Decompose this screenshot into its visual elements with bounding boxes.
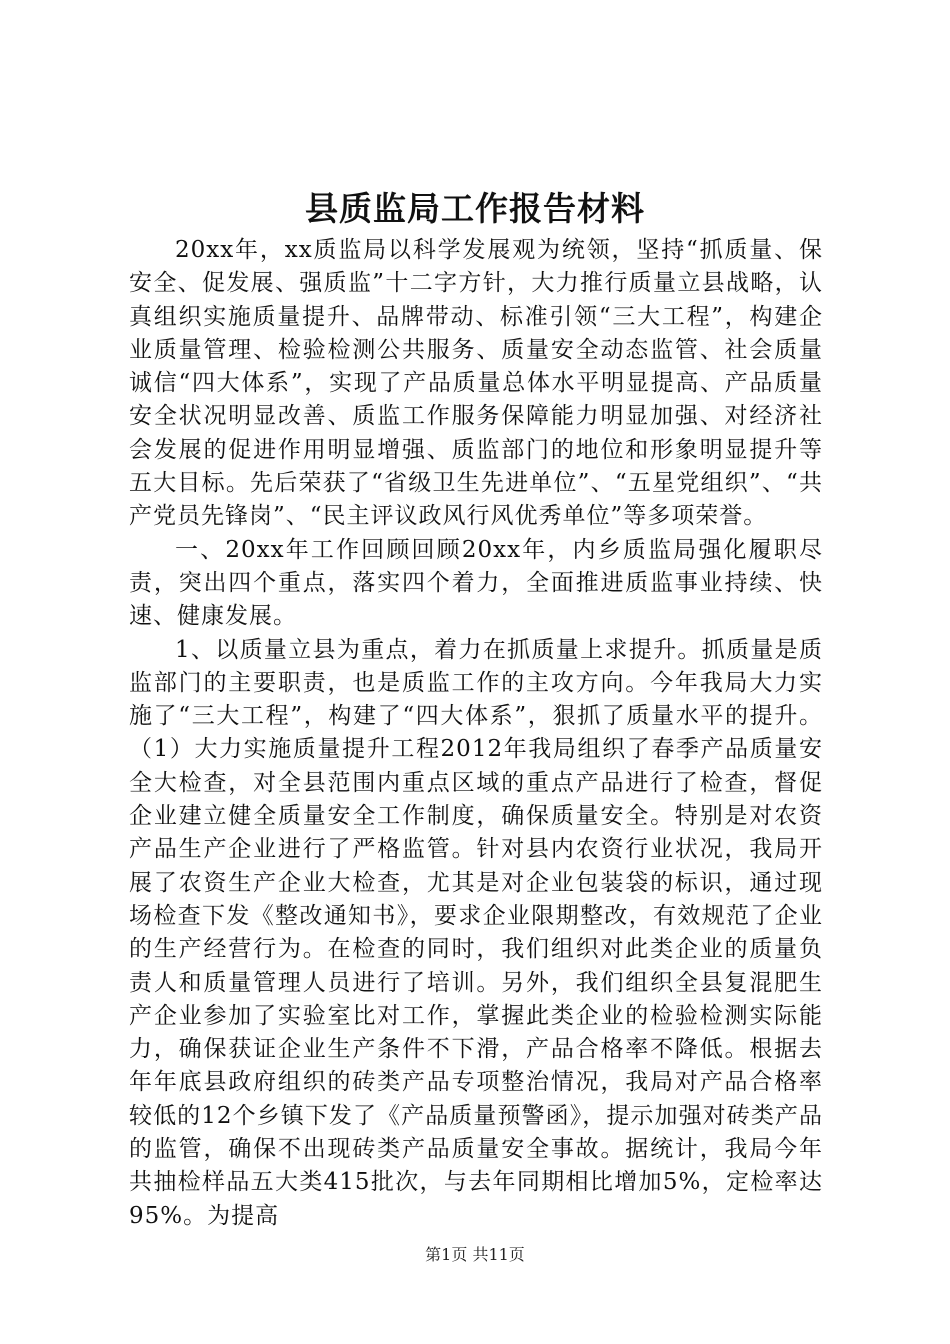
paragraph-review: 一、20xx年工作回顾回顾20xx年，内乡质监局强化履职尽责，突出四个重点，落实四个着力，全面推进质监事业持续、快速、健康发展。 bbox=[129, 536, 823, 630]
document-body bbox=[129, 234, 823, 1233]
paragraph-quality: 1、以质量立县为重点，着力在抓质量上求提升。抓质量是质监部门的主要职责，也是质监工作的主攻方向。今年我局大力实施了“三大工程”，构建了“四大体系”，狠抓了质量水平的提升。（1）大力实施质量提升工程2012年我局组织了春季产品质量安全大检查，对全县范围内重点区域的重点产品进行了检查，督促企业建立健全质量安全工作制度，确保质量安全。特别是对农资产品生产企业进行了严格监管。针对县内农资行业状况，我局开展了农资生产企业大检查，尤其是对企业包装袋的标识，通过现场检查下发《整改通知书》，要求企业限期整改，有效规范了企业的生产经营行为。在检查的同时，我们组织对此类企业的质量负责人和质量管理人员进行了培训。另外，我们组织全县复混肥生产企业参加了实验室比对工作，掌握此类企业的检验检测实际能力，确保获证企业生产条件不下滑，产品合格率不降低。根据去年年底县政府组织的砖类产品专项整治情况，我局对产品合格率较低的12个乡镇下发了《产品质量预警函》，提示加强对砖类产品的监管，确保不出现砖类产品质量安全事故。据统计，我局今年共抽检样品五大类415批次，与去年同期相比增加5%，定检率达95%。为提高 bbox=[129, 636, 823, 1229]
page-number-footer: 第1页 共11页 bbox=[425, 1245, 525, 1264]
document-title: 县质监局工作报告材料 bbox=[305, 189, 645, 228]
paragraph-intro: 20xx年，xx质监局以科学发展观为统领，坚持“抓质量、保安全、促发展、强质监”十二字方针，大力推行质量立县战略，认真组织实施质量提升、品牌带动、标准引领“三大工程”，构建企业质量管理、检验检测公共服务、质量安全动态监管、社会质量诚信“四大体系”，实现了产品质量总体水平明显提高、产品质量安全状况明显改善、质监工作服务保障能力明显加强、对经济社会发展的促进作用明显增强、质监部门的地位和形象明显提升等五大目标。先后荣获了“省级卫生先进单位”、“五星党组织”、“共产党员先锋岗”、“民主评议政风行风优秀单位”等多项荣誉。 bbox=[129, 237, 823, 530]
